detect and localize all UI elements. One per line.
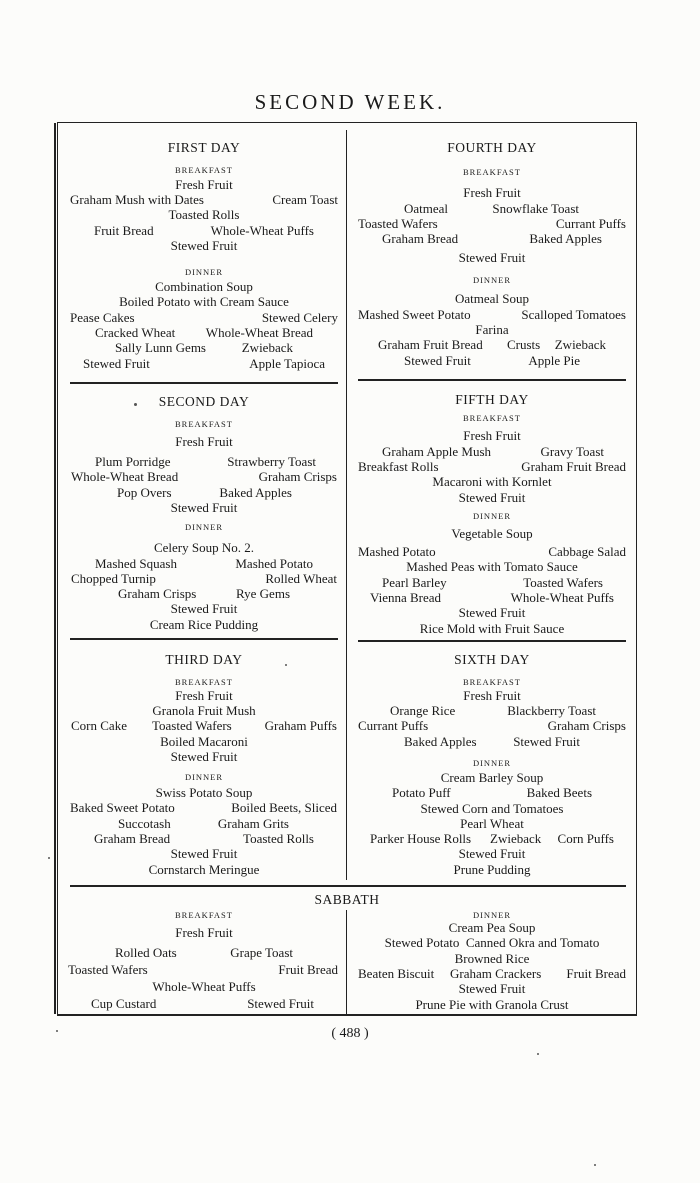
menu-item: Stewed Fruit (458, 490, 526, 505)
menu-item: Stewed Celery (261, 310, 338, 325)
menu-item: Graham Mush with Dates (70, 192, 204, 207)
menu-item: Strawberry Toast (227, 454, 316, 469)
menu-item: Currant Puffs (555, 216, 626, 231)
menu-item: Mashed Squash (95, 556, 177, 571)
breakfast-label: BREAKFAST (175, 419, 233, 429)
menu-item: Prune Pudding (453, 862, 531, 877)
day-title: FOURTH DAY (447, 140, 537, 155)
row-divider-right-2 (358, 640, 626, 642)
menu-item: Pearl Wheat (460, 816, 524, 831)
menu-item: Fresh Fruit (175, 434, 233, 449)
menu-item: Toasted Wafers (152, 718, 232, 733)
menu-item: Stewed Fruit (83, 356, 150, 371)
day-title: FIRST DAY (167, 140, 241, 155)
menu-item: Apple Tapioca (249, 356, 325, 371)
menu-item: Pease Cakes (70, 310, 135, 325)
menu-item: Orange Rice (390, 703, 456, 718)
row-divider-right-1 (358, 379, 626, 381)
page-number: ( 488 ) (331, 1026, 369, 1041)
menu-item: Rice Mold with Fruit Sauce (419, 621, 565, 636)
dinner-label: DINNER (184, 522, 224, 532)
day-title: SIXTH DAY (454, 652, 530, 667)
menu-item: Rolled Oats (115, 945, 177, 960)
menu-item: Stewed Fruit (458, 250, 526, 265)
menu-item: Corn Cake (71, 718, 127, 733)
dinner-label: DINNER (184, 267, 224, 277)
menu-item: Graham Crisps (258, 469, 337, 484)
menu-item: Fresh Fruit (463, 185, 521, 200)
dinner-label: DINNER (184, 772, 224, 782)
menu-item: Baked Beets (526, 785, 592, 800)
menu-item: Baked Apples (404, 734, 477, 749)
menu-item: Zwieback (490, 831, 542, 846)
menu-item: Whole-Wheat Puffs (210, 223, 314, 238)
menu-item: Graham Bread (94, 831, 171, 846)
menu-item: Toasted Rolls (243, 831, 314, 846)
breakfast-label: BREAKFAST (175, 165, 233, 175)
menu-item: Stewed Fruit (458, 605, 526, 620)
menu-item: Graham Fruit Bread (521, 459, 626, 474)
menu-item: Grape Toast (230, 945, 293, 960)
menu-item: Stewed Fruit (458, 981, 526, 996)
menu-item: Gravy Toast (540, 444, 604, 459)
menu-item: Baked Apples (529, 231, 602, 246)
breakfast-label: BREAKFAST (463, 167, 521, 177)
print-speck (56, 1030, 58, 1032)
menu-item: Rolled Wheat (265, 571, 337, 586)
sixth-day-section (356, 650, 628, 880)
menu-item: Vienna Bread (370, 590, 442, 605)
menu-item: Graham Puffs (264, 718, 337, 733)
menu-item: Stewed Fruit (170, 500, 238, 515)
day-title: FIFTH DAY (455, 392, 529, 407)
first-day-section (68, 138, 340, 378)
menu-item: Fruit Bread (566, 966, 626, 981)
menu-item: Granola Fruit Mush (152, 703, 256, 718)
menu-item: Graham Grits (217, 816, 289, 831)
third-day-section (68, 650, 340, 880)
menu-item: Whole-Wheat Puffs (152, 979, 256, 994)
dinner-label: DINNER (472, 758, 512, 768)
menu-item: Mashed Potato (358, 544, 436, 559)
menu-item: Cracked Wheat (95, 325, 176, 340)
menu-item: Whole-Wheat Bread (205, 325, 313, 340)
menu-item: Stewed Corn and Tomatoes (420, 801, 564, 816)
menu-item: Boiled Beets, Sliced (231, 800, 337, 815)
print-speck (285, 664, 287, 666)
sabbath-column-divider (346, 910, 347, 1016)
menu-item: Baked Sweet Potato (70, 800, 175, 815)
breakfast-label: BREAKFAST (463, 413, 521, 423)
menu-item: Plum Porridge (95, 454, 171, 469)
menu-item: Stewed Fruit (513, 734, 580, 749)
menu-item: Scalloped Tomatoes (521, 307, 626, 322)
page-title: SECOND WEEK. (254, 90, 446, 114)
menu-item: Crusts (507, 337, 541, 352)
menu-item: Mashed Sweet Potato (358, 307, 471, 322)
menu-item: Stewed Fruit (247, 996, 314, 1011)
menu-item: Cream Barley Soup (440, 770, 544, 785)
breakfast-label: BREAKFAST (463, 677, 521, 687)
menu-item: Fresh Fruit (175, 177, 233, 192)
day-title: SECOND DAY (158, 394, 250, 409)
dinner-label: DINNER (472, 511, 512, 521)
menu-item: Mashed Peas with Tomato Sauce (406, 559, 578, 574)
menu-item: Snowflake Toast (492, 201, 579, 216)
menu-item: Cream Pea Soup (448, 920, 536, 935)
print-speck (537, 1053, 539, 1055)
sabbath-title: SABBATH (314, 892, 380, 907)
menu-item: Blackberry Toast (507, 703, 596, 718)
menu-item: Corn Puffs (557, 831, 614, 846)
menu-item: Chopped Turnip (71, 571, 156, 586)
menu-item: Stewed Fruit (170, 601, 238, 616)
menu-item: Whole-Wheat Puffs (510, 590, 614, 605)
menu-item: Rye Gems (236, 586, 290, 601)
menu-item: Fruit Bread (94, 223, 154, 238)
menu-item: Swiss Potato Soup (155, 785, 253, 800)
menu-item: Beaten Biscuit (358, 966, 435, 981)
menu-item: Pearl Barley (382, 575, 447, 590)
menu-item: Cornstarch Meringue (148, 862, 260, 877)
menu-item: Graham Crackers (450, 966, 542, 981)
menu-item: Toasted Wafers (68, 962, 148, 977)
menu-item: Mashed Potato (235, 556, 313, 571)
menu-item: Potato Puff (392, 785, 451, 800)
print-speck (134, 403, 137, 406)
menu-item: Macaroni with Kornlet (432, 474, 552, 489)
menu-item: Celery Soup No. 2. (153, 540, 255, 555)
menu-item: Zwieback (554, 337, 606, 352)
menu-item: Toasted Wafers (358, 216, 438, 231)
menu-item: Prune Pie with Granola Crust (415, 997, 569, 1012)
menu-item: Fresh Fruit (463, 688, 521, 703)
menu-item: Baked Apples (219, 485, 292, 500)
menu-item: Fruit Bread (278, 962, 338, 977)
menu-item: Graham Bread (382, 231, 459, 246)
print-speck (48, 857, 50, 859)
menu-item: Graham Crisps (118, 586, 197, 601)
dinner-label: DINNER (472, 910, 512, 920)
menu-item: Boiled Potato with Cream Sauce (119, 294, 289, 309)
menu-item: Pop Overs (117, 485, 172, 500)
menu-item: Cup Custard (91, 996, 157, 1011)
menu-item: Stewed Fruit (170, 846, 238, 861)
fifth-day-section (356, 390, 628, 636)
menu-item: Sally Lunn Gems (115, 340, 206, 355)
menu-item: Apple Pie (528, 353, 580, 368)
menu-item: Cabbage Salad (548, 544, 626, 559)
menu-item: Fresh Fruit (175, 925, 233, 940)
menu-item: Currant Puffs (358, 718, 429, 733)
dinner-label: DINNER (472, 275, 512, 285)
breakfast-label: BREAKFAST (175, 677, 233, 687)
sabbath-breakfast-section (68, 906, 340, 1014)
menu-item: Stewed Fruit (404, 353, 471, 368)
column-divider (346, 130, 347, 880)
breakfast-label: BREAKFAST (175, 910, 233, 920)
sabbath-divider (70, 885, 626, 887)
menu-item: Zwieback (241, 340, 293, 355)
day-title: THIRD DAY (165, 652, 243, 667)
menu-item: Fresh Fruit (175, 688, 233, 703)
menu-item: Toasted Wafers (523, 575, 603, 590)
menu-item: Oatmeal (404, 201, 449, 216)
menu-item: Succotash (118, 816, 171, 831)
menu-item: Stewed Potato Canned Okra and Tomato (384, 935, 600, 950)
second-day-section (68, 392, 340, 634)
row-divider-left-2 (70, 638, 338, 640)
menu-item: Browned Rice (454, 951, 530, 966)
menu-item: Fresh Fruit (463, 428, 521, 443)
menu-item: Cream Rice Pudding (149, 617, 259, 632)
menu-item: Vegetable Soup (451, 526, 533, 541)
menu-item: Stewed Fruit (170, 749, 238, 764)
menu-item: Stewed Fruit (170, 238, 238, 253)
menu-item: Oatmeal Soup (454, 291, 529, 306)
menu-item: Graham Fruit Bread (378, 337, 483, 352)
menu-item: Farina (475, 322, 509, 337)
menu-item: Graham Crisps (547, 718, 626, 733)
print-speck (594, 1164, 596, 1166)
menu-item: Whole-Wheat Bread (71, 469, 179, 484)
menu-item: Parker House Rolls (370, 831, 472, 846)
menu-item: Cream Toast (272, 192, 338, 207)
menu-item: Toasted Rolls (168, 207, 240, 222)
menu-item: Boiled Macaroni (160, 734, 248, 749)
row-divider-left-1 (70, 382, 338, 384)
fourth-day-section (356, 138, 628, 374)
menu-item: Combination Soup (155, 279, 253, 294)
menu-item: Stewed Fruit (458, 846, 526, 861)
sabbath-dinner-section (356, 906, 628, 1014)
menu-item: Breakfast Rolls (358, 459, 439, 474)
menu-item: Graham Apple Mush (382, 444, 492, 459)
